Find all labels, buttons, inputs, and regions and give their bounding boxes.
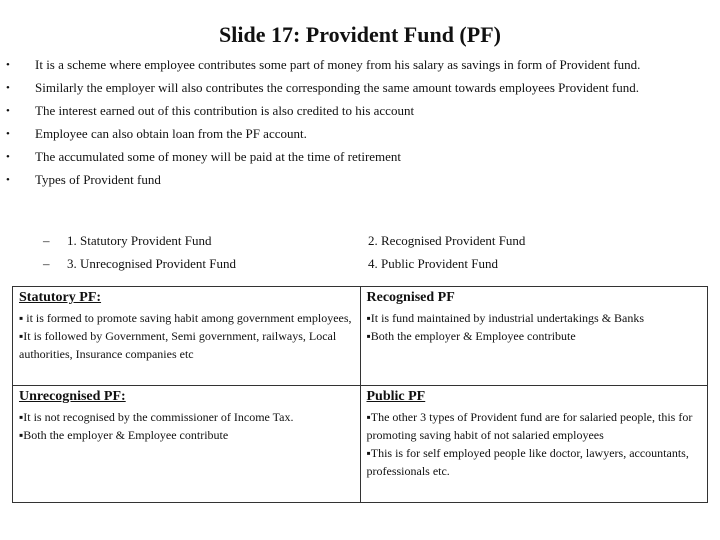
statutory-pf-item: ▪ it is formed to promote saving habit among government employees, (19, 311, 352, 325)
dash-icon: – (43, 233, 50, 248)
bullet-dot-icon: • (6, 59, 10, 71)
bullet-dot-icon: • (6, 128, 10, 140)
bullet-item (0, 79, 720, 97)
bullet-item (0, 171, 720, 189)
statutory-pf-cell (13, 287, 361, 386)
pf-type-4: 4. Public Provident Fund (368, 256, 499, 271)
bullet-item (0, 125, 720, 143)
recognised-pf-cell (360, 287, 708, 386)
public-pf-cell (360, 386, 708, 503)
unrecognised-pf-heading: Unrecognised PF: (19, 389, 126, 404)
unrecognised-pf-item: ▪Both the employer & Employee contribute (19, 428, 229, 442)
pf-type-1-label: 1. Statutory Provident Fund (67, 233, 212, 248)
bullet-dot-icon: • (6, 151, 10, 163)
public-pf-item: ▪This is for self employed people like doctor, lawyers, accountants, professionals etc. (366, 446, 689, 478)
pf-type-1 (43, 233, 211, 249)
statutory-pf-heading: Statutory PF: (19, 290, 102, 305)
bullet-text: It is a scheme where employee contributes some part of money from his salary as savings in form of Provident fund. (35, 57, 641, 72)
public-pf-heading: Public PF (366, 389, 426, 404)
pf-type-3-label: 3. Unrecognised Provident Fund (67, 256, 236, 271)
pf-types-table (12, 286, 708, 503)
bullet-text: Similarly the employer will also contributes the corresponding the same amount towards employees Provident fund. (35, 80, 640, 95)
bullet-text: Types of Provident fund (35, 172, 161, 187)
pf-type-3 (43, 256, 236, 272)
bullet-item (0, 148, 720, 166)
bullet-text: The interest earned out of this contribution is also credited to his account (35, 103, 415, 118)
public-pf-item: ▪The other 3 types of Provident fund are for salaried people, this for promoting saving habit of not salaried employees (366, 410, 693, 442)
bullet-text: The accumulated some of money will be paid at the time of retirement (35, 149, 402, 164)
bullet-dot-icon: • (6, 82, 10, 94)
recognised-pf-item: ▪Both the employer & Employee contribute (366, 329, 576, 343)
statutory-pf-item: ▪It is followed by Government, Semi government, railways, Local authorities, Insurance companies etc (19, 329, 337, 361)
slide-title: Slide 17: Provident Fund (PF) (219, 22, 501, 47)
recognised-pf-item: ▪It is fund maintained by industrial undertakings & Banks (366, 311, 645, 325)
bullet-item (0, 56, 720, 74)
bullet-list (0, 56, 720, 194)
bullet-dot-icon: • (6, 174, 10, 186)
bullet-dot-icon: • (6, 105, 10, 117)
bullet-text: Employee can also obtain loan from the PF account. (35, 126, 307, 141)
pf-type-2: 2. Recognised Provident Fund (368, 233, 526, 248)
bullet-item (0, 102, 720, 120)
unrecognised-pf-item: ▪It is not recognised by the commissioner of Income Tax. (19, 410, 294, 424)
recognised-pf-heading: Recognised PF (366, 290, 455, 305)
unrecognised-pf-cell (13, 386, 361, 503)
dash-icon: – (43, 256, 50, 271)
